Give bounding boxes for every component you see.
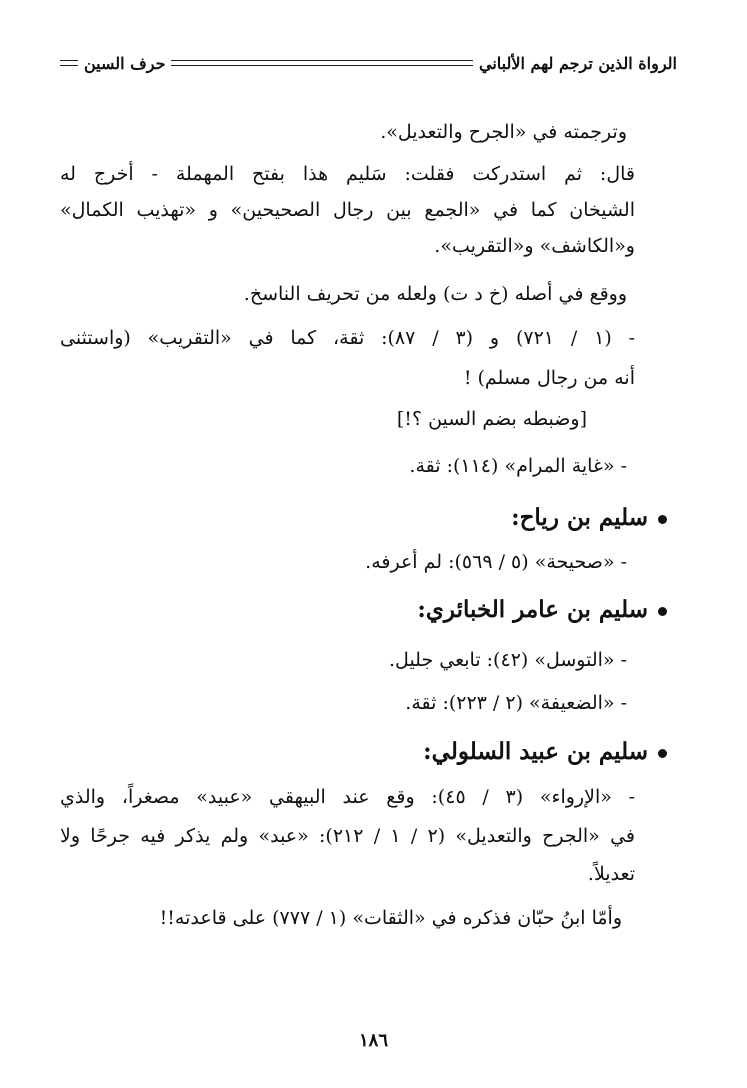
paragraph-line: - «الإرواء» (٣ / ٤٥): وقع عند البيهقي «عبيد» مصغراً، والذي xyxy=(60,786,636,808)
bullet-icon xyxy=(658,515,667,524)
entry-heading xyxy=(200,736,667,768)
paragraph-line: في «الجرح والتعديل» (٢ / ١ / ٢١٢): «عبد» ولم يذكر فيه جرحًا ولا xyxy=(60,825,635,847)
paragraph-line: - (١ / ٧٢١) و (٣ / ٨٧): ثقة، كما في «التقريب» (واستثنى xyxy=(60,327,636,349)
paragraph-line: - «الضعيفة» (٢ / ٢٢٣): ثقة. xyxy=(405,692,627,714)
paragraph-line: أنه من رجال مسلم) ! xyxy=(463,367,635,389)
entry-heading-text: سليم بن رياح: xyxy=(511,504,648,531)
entry-heading xyxy=(200,502,667,534)
bracketed-note: [وضبطه بضم السين ؟!] xyxy=(396,408,587,430)
paragraph-line: - «صحيحة» (٥ / ٥٦٩): لم أعرفه. xyxy=(365,551,627,573)
book-title: الرواة الذين ترجم لهم الألباني xyxy=(479,53,677,73)
paragraph-line: - «غاية المرام» (١١٤): ثقة. xyxy=(409,455,627,477)
paragraph-line: و«الكاشف» و«التقريب». xyxy=(434,235,635,257)
bullet-icon xyxy=(658,749,667,758)
header-rule xyxy=(171,60,473,66)
paragraph-line: تعديلاً. xyxy=(587,863,635,885)
entry-heading-text: سليم بن عبيد السلولي: xyxy=(423,738,648,765)
bullet-icon xyxy=(658,607,667,616)
paragraph-line: وترجمته في «الجرح والتعديل». xyxy=(380,121,627,143)
entry-heading-text: سليم بن عامر الخبائري: xyxy=(417,596,648,623)
paragraph-line: قال: ثم استدركت فقلت: سَليم هذا بفتح المهملة - أخرج له xyxy=(60,163,635,185)
paragraph-line: - «التوسل» (٤٢): تابعي جليل. xyxy=(389,649,627,671)
page-number: ١٨٦ xyxy=(358,1030,388,1051)
paragraph-line: وأمّا ابنُ حبّان فذكره في «الثقات» (١ / ٧٧٧) على قاعدته!! xyxy=(159,907,622,929)
running-header xyxy=(60,52,677,74)
entry-heading xyxy=(200,594,667,626)
header-end-mark xyxy=(60,60,78,66)
paragraph-line: ووقع في أصله (خ د ت) ولعله من تحريف الناسخ. xyxy=(243,283,627,305)
paragraph-line: الشيخان كما في «الجمع بين رجال الصحيحين» و «تهذيب الكمال» xyxy=(60,199,635,221)
chapter-title: حرف السين xyxy=(84,53,166,73)
